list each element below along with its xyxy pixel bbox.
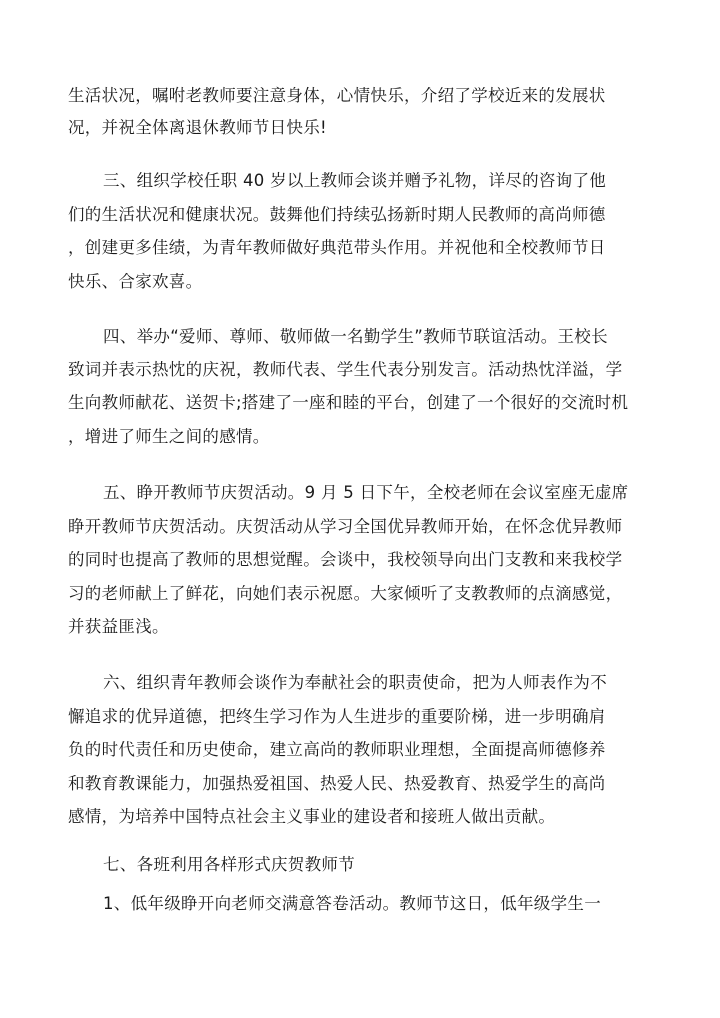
text-line: ，创建更多佳绩，为青年教师做好典范带头作用。并祝他和全校教师节日 [68,238,606,257]
text-line: 习的老师献上了鲜花，向她们表示祝愿。大家倾听了支教教师的点滴感觉， [68,584,623,603]
text-line: 生向教师献花、送贺卡;搭建了一座和睦的平台，创建了一个很好的交流时机 [68,393,629,412]
text-line: 懈追求的优异道德，把终生学习作为人生进步的重要阶梯，进一步明确肩 [68,707,606,726]
section-heading: 七、各班利用各样形式庆贺教师节 [103,855,355,874]
text-line: 四、举办“爱师、尊师、敬师做一名勤学生”教师节联谊活动。王校长 [103,327,608,346]
text-line: 睁开教师节庆贺活动。庆贺活动从学习全国优异教师开始，在怀念优异教师 [68,517,623,536]
text-line: 并获益匪浅。 [68,617,169,636]
text-line: 快乐、合家欢喜。 [68,272,203,291]
text-line: 五、睁开教师节庆贺活动。9 月 5 日下午，全校老师在会议室座无虚席 [103,483,629,502]
text-line: 和教育教课能力，加强热爱祖国、热爱人民、热爱教育、热爱学生的高尚 [68,774,606,793]
text-line: 况，并祝全体离退休教师节日快乐! [68,118,327,137]
text-line: ，增进了师生之间的感情。 [68,427,270,446]
text-line: 1、低年级睁开向老师交满意答卷活动。教师节这日，低年级学生一 [103,894,601,913]
text-line: 负的时代责任和历史使命，建立高尚的教师职业理想，全面提高师德修养 [68,740,606,759]
text-line: 致词并表示热忱的庆祝，教师代表、学生代表分别发言。活动热忱洋溢，学 [68,360,623,379]
text-line: 六、组织青年教师会谈作为奉献社会的职责使命，把为人师表作为不 [103,673,607,692]
text-line: 生活状况，嘱咐老教师要注意身体，心情快乐，介绍了学校近来的发展状 [68,86,606,105]
text-line: 们的生活状况和健康状况。鼓舞他们持续弘扬新时期人民教师的高尚师德 [68,205,606,224]
text-line: 的同时也提高了教师的思想觉醒。会谈中，我校领导向出门支教和来我校学 [68,550,623,569]
text-line: 感情，为培养中国特点社会主义事业的建设者和接班人做出贡献。 [68,807,556,826]
text-line: 三、组织学校任职 40 岁以上教师会谈并赠予礼物，详尽的咨询了他 [103,171,607,190]
